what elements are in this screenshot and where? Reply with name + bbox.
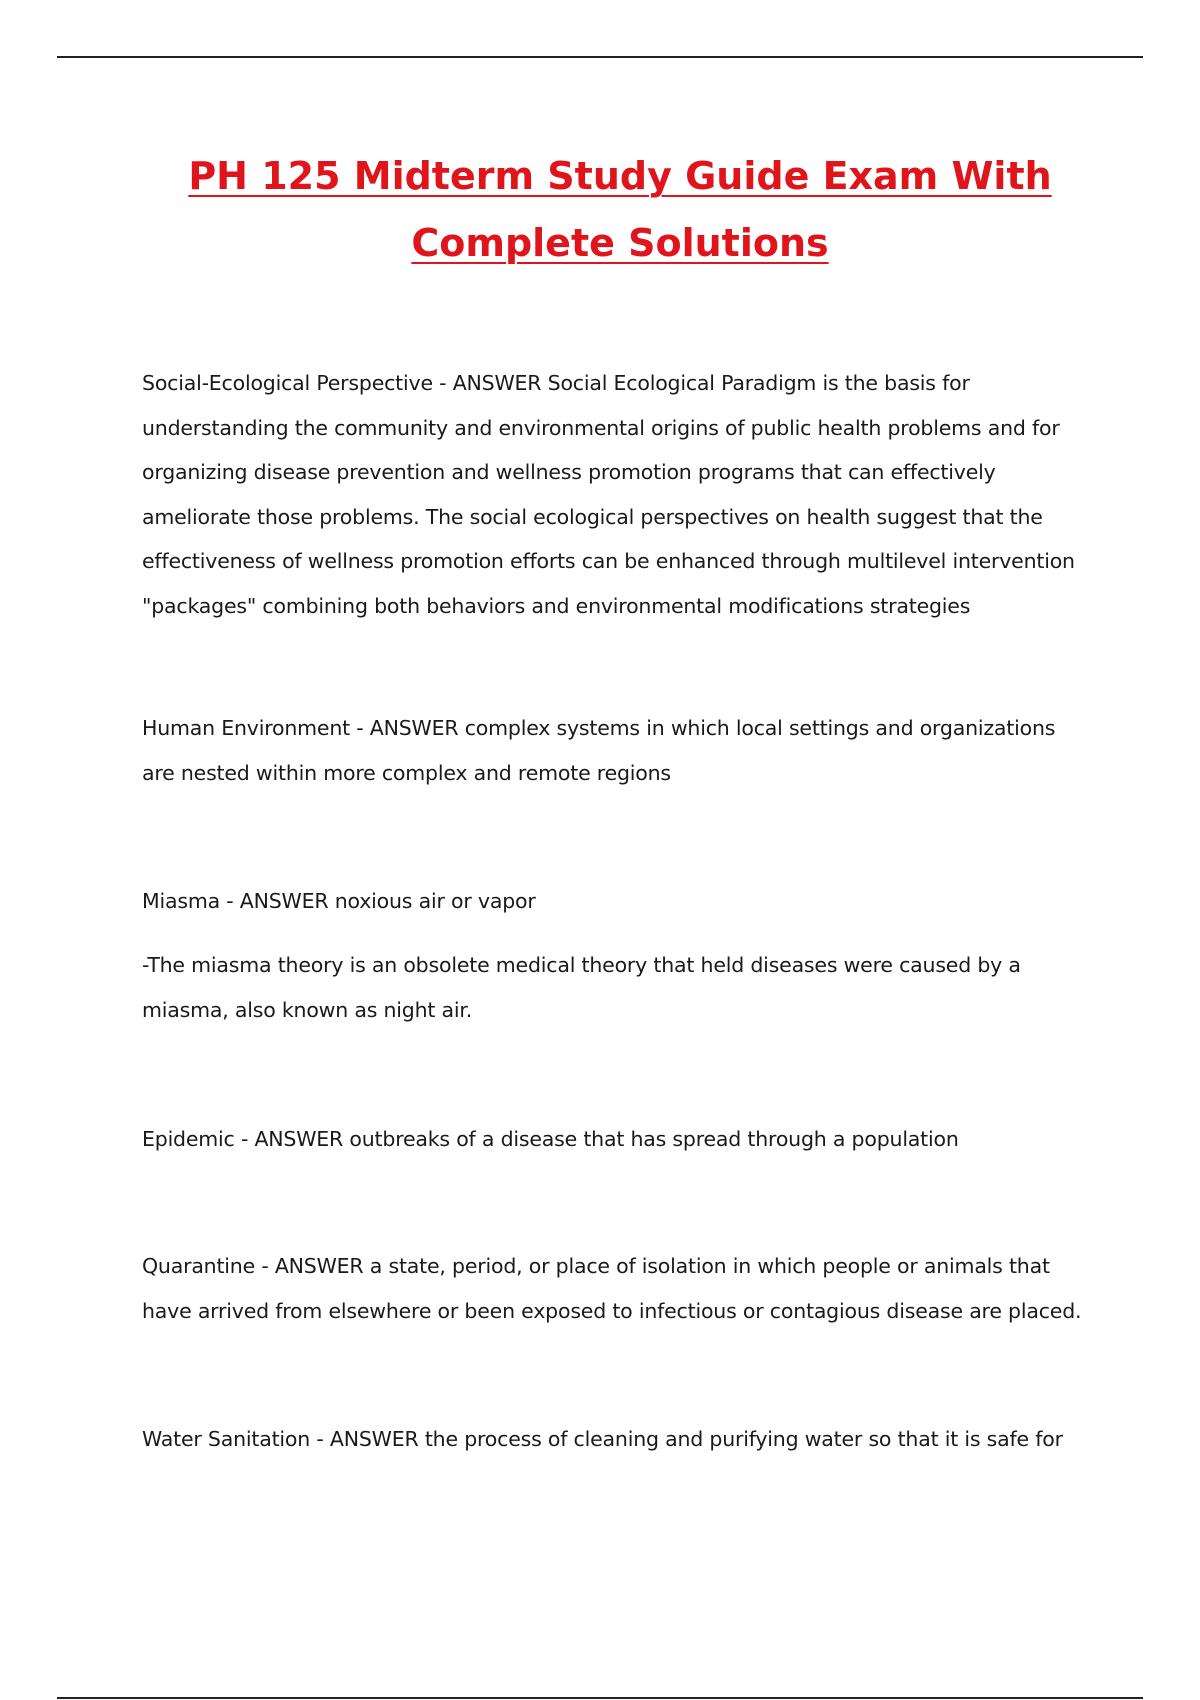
title-line-2: Complete Solutions [411,221,829,265]
entry-miasma: Miasma - ANSWER noxious air or vapor [142,889,536,913]
entry-human-environment: Human Environment - ANSWER complex systems in which local settings and organizations are nested within more complex and remote regions [142,716,1056,785]
bottom-rule [57,1697,1143,1699]
entry-quarantine: Quarantine - ANSWER a state, period, or place of isolation in which people or animals that have arrived from elsewhere or been exposed to infectious or contagious disease are placed. [142,1254,1082,1323]
title-line-1: PH 125 Midterm Study Guide Exam With [188,154,1052,198]
entry-miasma-theory: -The miasma theory is an obsolete medical theory that held diseases were caused by a miasma, also known as night air. [142,953,1021,1022]
top-rule [57,56,1143,58]
entry-water-sanitation: Water Sanitation - ANSWER the process of cleaning and purifying water so that it is safe for [142,1427,1063,1451]
document-title [130,143,1110,277]
entry-social-ecological-perspective: Social-Ecological Perspective - ANSWER Social Ecological Paradigm is the basis for understanding the community and environmental origins of public health problems and for organizing disease prevention and wellness promotion programs that can effectively ameliorate those problems. The social ecological perspectives on health suggest that the effectiveness of wellness promotion efforts can be enhanced through multilevel intervention "packages" combining both behaviors and environmental modifications strategies [142,371,1075,618]
entry-epidemic: Epidemic - ANSWER outbreaks of a disease that has spread through a population [142,1127,959,1151]
